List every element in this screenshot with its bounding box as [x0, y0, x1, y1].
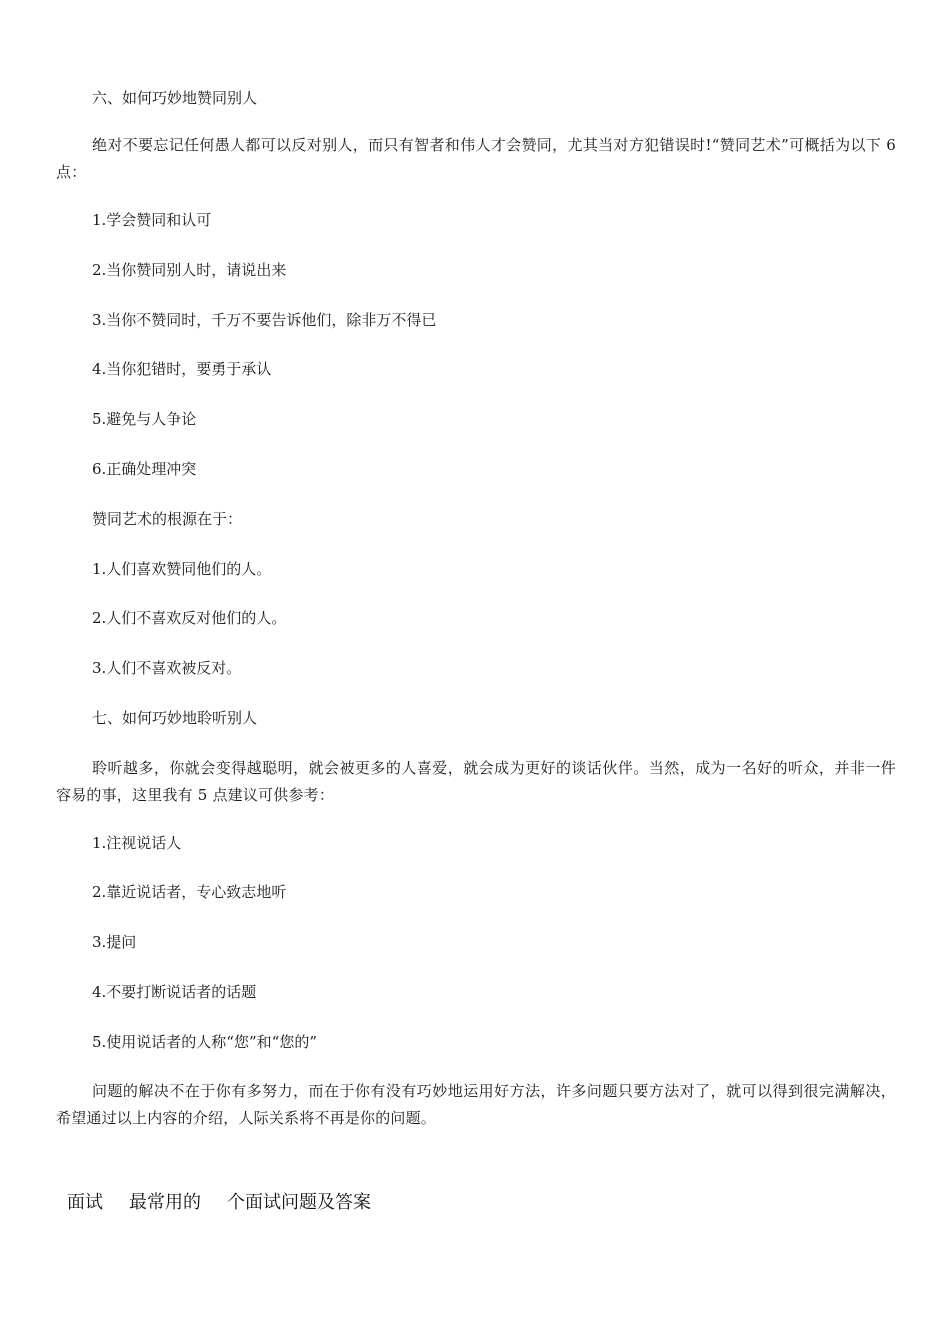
conclusion-paragraph: 问题的解决不在于你有多努力，而在于你有没有巧妙地运用好方法，许多问题只要方法对了，就可以得到很完满解决，希望通过以上内容的介绍，人际关系将不再是你的问题。: [56, 1082, 896, 1127]
root-item-2: 2.人们不喜欢反对他们的人。: [92, 609, 287, 627]
section-6-point-1: 1.学会赞同和认可: [92, 211, 212, 229]
section-7-point-4: 4.不要打断说话者的话题: [92, 983, 257, 1001]
section-7-point-2: 2.靠近说话者，专心致志地听: [92, 883, 287, 901]
section-7-intro: 聆听越多，你就会变得越聪明，就会被更多的人喜爱，就会成为更好的谈话伙伴。当然，成为一名好的听众，并非一件容易的事，这里我有 5 点建议可供参考：: [56, 759, 896, 804]
section-6-point-6: 6.正确处理冲突: [92, 460, 197, 478]
root-item-3: 3.人们不喜欢被反对。: [92, 659, 242, 677]
section-7-point-3: 3.提问: [92, 933, 137, 951]
next-article-title: [67, 1190, 371, 1216]
section-6-point-4: 4.当你犯错时，要勇于承认: [92, 360, 272, 378]
section-6-heading: 六、如何巧妙地赞同别人: [92, 89, 258, 107]
section-6-point-2: 2.当你赞同别人时，请说出来: [92, 261, 287, 279]
section-6-intro: 绝对不要忘记任何愚人都可以反对别人，而只有智者和伟人才会赞同，尤其当对方犯错误时!“赞同艺术”可概括为以下 6 点：: [56, 136, 896, 181]
section-7-point-1: 1.注视说话人: [92, 834, 182, 852]
root-item-1: 1.人们喜欢赞同他们的人。: [92, 560, 272, 578]
root-heading: 赞同艺术的根源在于：: [92, 510, 243, 528]
section-7-heading: 七、如何巧妙地聆听别人: [92, 709, 258, 727]
title-part-3: 个面试问题及答案: [227, 1192, 371, 1213]
section-7-point-5: 5.使用说话者的人称“您”和“您的”: [92, 1033, 317, 1051]
title-part-1: 面试: [67, 1192, 103, 1213]
section-6-point-5: 5.避免与人争论: [92, 410, 197, 428]
title-part-2: 最常用的: [129, 1192, 201, 1213]
section-6-point-3: 3.当你不赞同时，千万不要告诉他们，除非万不得已: [92, 311, 437, 329]
